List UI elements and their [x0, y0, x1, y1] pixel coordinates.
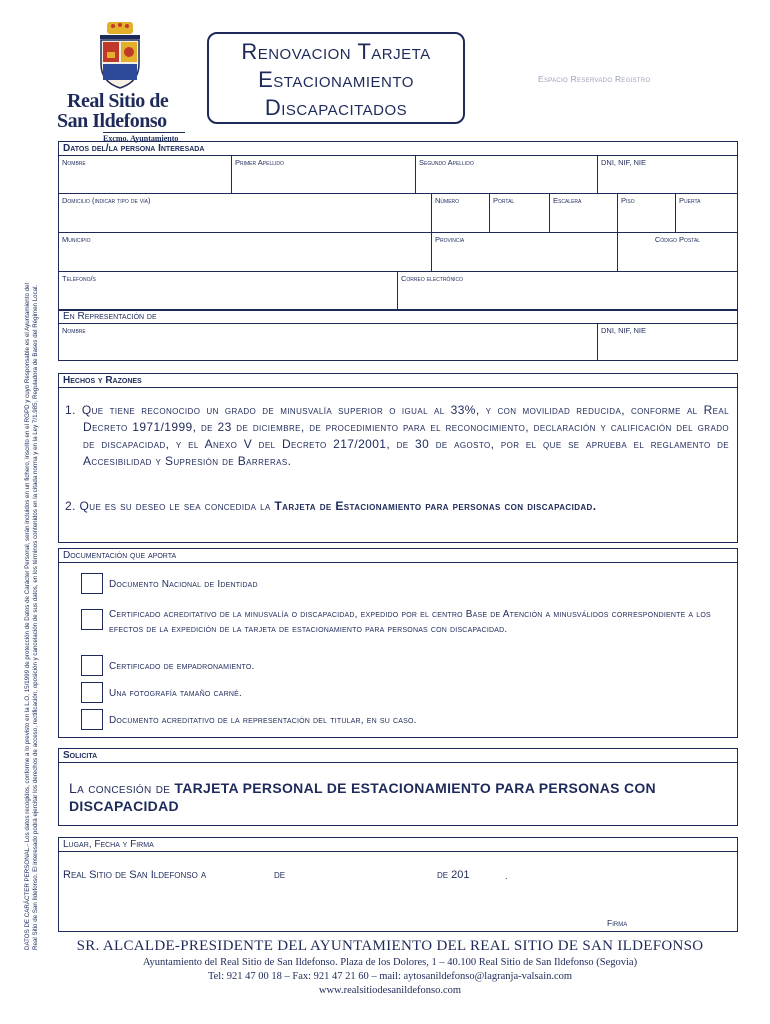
place-date-signature-heading: Lugar, Fecha y Firma: [59, 838, 737, 852]
representative-nombre-field[interactable]: [59, 324, 597, 360]
provincia-field[interactable]: [431, 233, 617, 271]
segundo-apellido-label: Segundo Apellido: [419, 158, 474, 167]
representative-dni-field[interactable]: [597, 324, 737, 360]
escalera-field[interactable]: [549, 194, 617, 232]
logo-divider: [103, 132, 185, 133]
title-line-1: Renovacion Tarjeta: [241, 39, 431, 64]
facts-item-2-text: 2. Que es su deseo le sea concedida la: [65, 499, 275, 513]
doc-checkbox-empadronamiento[interactable]: [81, 655, 103, 676]
numero-label: Número: [435, 196, 460, 205]
applicant-section: [58, 141, 738, 311]
domicilio-field[interactable]: [59, 194, 431, 232]
doc-label-certificado-minusvalia: Certificado acreditativo de la minusvalía o discapacidad, expedido por el centro Base de Atención a minusválidos correspondiente a los efectos de la expedición de la tarjeta de estacionamiento para personas con discapacidad.: [109, 609, 711, 635]
telefono-label: Teléfono/s: [62, 274, 96, 283]
logo-text-line-1: Real Sitio de: [67, 90, 169, 112]
provincia-label: Provincia: [435, 235, 465, 244]
doc-label-dni: Documento Nacional de Identidad: [109, 579, 258, 590]
representative-dni-label: DNI, NIF, NIE: [601, 326, 647, 335]
piso-label: Piso: [621, 196, 635, 205]
data-protection-line-2: Real Sitio de San Ildefonso. El interesado podrá ejercitar los derechos de acceso, rectificación, oposición y cancelación de sus datos, en los términos contenidos en la citada norma y en la Ley 7/1.985, Reguladora de Bases del Régimen Local.: [32, 284, 39, 950]
nombre-field[interactable]: [59, 156, 231, 193]
dni-label: DNI, NIF, NIE: [601, 158, 647, 167]
date-end-dot: .: [505, 871, 508, 881]
request-section-heading: Solicita: [59, 749, 737, 763]
facts-item-2-bold: Tarjeta de Estacionamiento para personas con discapacidad.: [274, 499, 597, 513]
numero-field[interactable]: [431, 194, 489, 232]
telefono-field[interactable]: [59, 272, 397, 310]
portal-field[interactable]: [489, 194, 549, 232]
doc-label-representacion: Documento acreditativo de la representación del titular, en su caso.: [109, 715, 417, 726]
municipio-label: Municipio: [62, 235, 91, 244]
doc-label-empadronamiento: Certificado de empadronamiento.: [109, 661, 255, 672]
documentation-section: [58, 548, 738, 738]
municipio-field[interactable]: [59, 233, 431, 271]
coat-of-arms-icon: [95, 22, 145, 90]
facts-section-heading: Hechos y Razones: [59, 374, 737, 388]
nombre-label: Nombre: [62, 158, 86, 167]
codigo-postal-field[interactable]: [617, 233, 737, 271]
escalera-label: Escalera: [553, 196, 582, 205]
request-section: [58, 748, 738, 826]
footer-website: www.realsitiodesanildefonso.com: [318, 985, 462, 996]
addressee-line: SR. ALCALDE-PRESIDENTE DEL AYUNTAMIENTO DEL REAL SITIO DE SAN ILDEFONSO: [76, 938, 704, 954]
facts-item-2: [65, 498, 729, 515]
footer-address: Ayuntamiento del Real Sitio de San Ildefonso. Plaza de los Dolores, 1 – 40.100 Real Sitio de San Ildefonso (Segovia): [142, 957, 638, 968]
domicilio-label: Domicilio (indicar tipo de vía): [62, 196, 151, 205]
doc-checkbox-representacion[interactable]: [81, 709, 103, 730]
logo-text-line-3: Excmo. Ayuntamiento: [103, 134, 179, 143]
doc-checkbox-dni[interactable]: [81, 573, 103, 594]
data-protection-note: [24, 140, 40, 950]
logo-text-line-2: San Ildefonso: [57, 110, 167, 132]
date-month-label: de: [274, 869, 286, 881]
title-line-3: Discapacitados: [264, 95, 408, 120]
data-protection-line-1: DATOS DE CARÁCTER PERSONAL.- Los datos recogidos, conforme a lo previsto en la L.O. 15/1999 de protección de Datos de Carácter Personal, serán incluidos en un fichero, inscrito en el RGPD y cuyo Responsable es el Ayuntamiento del: [24, 283, 31, 950]
request-text-pre: La concesión de: [69, 780, 175, 796]
piso-field[interactable]: [617, 194, 675, 232]
representative-section: [58, 309, 738, 361]
registry-stamp-area: Espacio Reservado Registro: [538, 74, 651, 84]
correo-label: Correo electrónico: [401, 274, 463, 283]
applicant-section-heading: Datos del/la persona Interesada: [59, 142, 737, 156]
place-date-signature-section: [58, 837, 738, 932]
doc-checkbox-fotografia[interactable]: [81, 682, 103, 703]
request-text: [69, 779, 731, 815]
request-text-bold: TARJETA PERSONAL DE ESTACIONAMIENTO PARA PERSONAS CON DISCAPACIDAD: [69, 780, 656, 814]
date-year-label: de 201: [437, 869, 470, 881]
facts-item-1: 1. Que tiene reconocido un grado de minusvalía superior o igual al 33%, y con movilidad reducida, conforme al Real Decreto 1971/1999, de 23 de diciembre, de procedimiento para el reconocimiento, declaración y calificación del grado de discapacidad, y el Anexo V del Decreto 217/2001, de 30 de agosto, por el que se aprueba el reglamento de Accesibilidad y Supresión de Barreras.: [65, 403, 729, 468]
portal-label: Portal: [493, 196, 515, 205]
puerta-label: Puerta: [679, 196, 701, 205]
correo-field[interactable]: [397, 272, 737, 310]
codigo-postal-label: Código Postal: [654, 235, 701, 244]
title-line-2: Estacionamiento: [258, 67, 414, 92]
representative-nombre-label: Nombre: [62, 326, 86, 335]
signature-label: Firma: [607, 918, 628, 928]
documentation-section-heading: Documentación que aporta: [59, 549, 737, 563]
doc-checkbox-certificado-minusvalia[interactable]: [81, 609, 103, 630]
form-title: [207, 32, 465, 124]
doc-label-fotografia: Una fotografía tamaño carné.: [109, 688, 242, 699]
dni-field[interactable]: [597, 156, 737, 193]
primer-apellido-label: Primer Apellido: [235, 158, 284, 167]
primer-apellido-field[interactable]: [231, 156, 415, 193]
footer-contact: Tel: 921 47 00 18 – Fax: 921 47 21 60 – mail: aytosanildefonso@lagranja-valsain.com: [207, 971, 573, 982]
puerta-field[interactable]: [675, 194, 737, 232]
facts-section: [58, 373, 738, 543]
municipality-logo: [55, 22, 190, 143]
representative-section-heading: En Representación de: [59, 310, 737, 324]
place-label: Real Sitio de San Ildefonso a: [63, 869, 207, 881]
segundo-apellido-field[interactable]: [415, 156, 597, 193]
